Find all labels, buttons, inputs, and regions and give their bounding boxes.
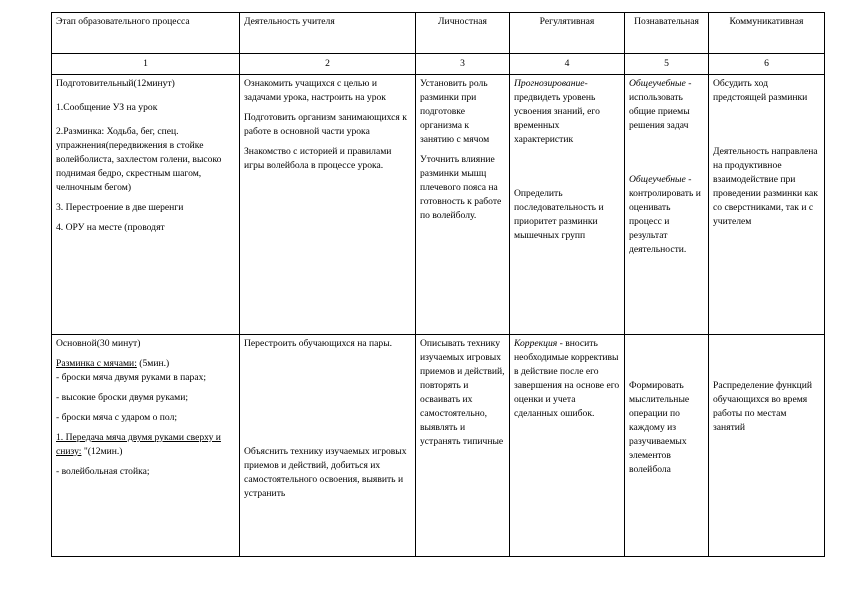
cell-regulative [510,334,625,556]
teacher-text: Ознакомить учащихся с целью и задачами урока, настроить на урок [244,78,386,104]
header-cognitive: Познавательная [625,13,709,54]
header-teacher: Деятельность учителя [240,13,416,54]
header-stage: Этап образовательного процесса [52,13,240,54]
cell-cognitive [625,334,709,556]
stage-item: 3. Перестроение в две шеренги [56,202,184,214]
cell-communicative [709,75,825,334]
header-regulative: Регулятивная [510,13,625,54]
col-number-5: 5 [625,54,709,75]
col-number-6: 6 [709,54,825,75]
stage-item: 4. ОРУ на месте (проводят [56,222,165,234]
regulative-term: Прогнозирование [514,78,585,90]
cognitive-term: Общеучебные [629,174,686,186]
cell-communicative [709,334,825,556]
cell-personal [416,334,510,556]
stage-title: Подготовительный(12минут) [56,78,175,90]
cell-teacher [240,334,416,556]
cognitive-text: Формировать мыслительные операции по каждому из разучиваемых элементов волейбола [629,379,690,475]
cognitive-text [629,173,704,257]
regulative-term: Коррекция [514,337,558,349]
number-row [52,54,825,75]
cell-teacher [240,75,416,334]
stage-item [56,431,235,459]
regulative-desc: - предвидеть уровень усвоения знаний, его временных характеристик [514,78,600,146]
stage-pass-label: 1. Передача мяча двумя руками сверху и снизу: [56,431,221,457]
cognitive-text [629,77,704,133]
lesson-table [51,12,825,557]
regulative-text: Определить последовательность и приоритет разминки мышечных групп [514,188,604,242]
stage-item: - волейбольная стойка; [56,465,150,477]
col-number-2: 2 [240,54,416,75]
table-row-main [52,334,825,556]
stage-title: Основной(30 минут) [56,337,141,349]
cognitive-desc: - контролировать и оценивать процесс и результат деятельности. [629,174,701,256]
regulative-text [514,77,620,147]
communicative-text: Деятельность направлена на продуктивное взаимодействие при проведении разминки как со сверстниками, так и с учителем [713,146,818,228]
regulative-text [514,337,620,421]
cognitive-desc: - использовать общие приемы решения задач [629,78,692,132]
cell-stage [52,334,240,556]
personal-text: Уточнить влияние разминки мышц плечевого пояса на готовность к работе по волейболу. [420,154,502,222]
cell-regulative [510,75,625,334]
communicative-text: Обсудить ход предстоящей разминки [713,78,808,104]
stage-item: - броски мяча с ударом о пол; [56,411,178,423]
stage-item: - высокие броски двумя руками; [56,391,188,403]
teacher-text: Объяснить технику изучаемых игровых приемов и действий, добиться их самостоятельного освоения, выявить и устранить [244,445,407,499]
table-row-preparatory [52,75,825,334]
cognitive-term: Общеучебные [629,78,686,90]
header-personal: Личностная [416,13,510,54]
cell-stage [52,75,240,334]
stage-item [56,357,235,371]
stage-item: 2.Разминка: Ходьба, бег, спец. упражнения(передвижения в стойке волейболиста, захлестом голени, высоко поднимая бедро, скрестным шагом, челночным бегом) [56,126,222,194]
stage-warmup-time: (5мин.) [136,357,170,369]
regulative-desc: - вносить необходимые коррективы в действие после его завершения на основе его оценки и учета сделанных ошибок. [514,337,620,419]
stage-item: 1.Сообщение УЗ на урок [56,102,158,114]
stage-pass-time: "(12мин.) [81,445,123,457]
col-number-3: 3 [416,54,510,75]
header-communicative: Коммуникативная [709,13,825,54]
stage-warmup-label: Разминка с мячами: [56,357,137,369]
personal-text: Установить роль разминки при подготовке организма к занятию с мячом [420,78,490,146]
col-number-1: 1 [52,54,240,75]
cell-personal [416,75,510,334]
communicative-text: Распределение функций обучающихся во время работы по местам занятий [713,379,812,433]
personal-text: Описывать технику изучаемых игровых приемов и действий, повторять и осваивать их самостоятельно, выявлять и устранять типичные [420,337,505,447]
cell-cognitive [625,75,709,334]
teacher-text: Знакомство с историей и правилами игры волейбола в процессе урока. [244,146,392,172]
teacher-text: Перестроить обучающихся на пары. [244,337,393,349]
header-row [52,13,825,54]
teacher-text: Подготовить организм занимающихся к работе в основной части урока [244,112,407,138]
stage-item: - броски мяча двумя руками в парах; [56,371,207,383]
col-number-4: 4 [510,54,625,75]
